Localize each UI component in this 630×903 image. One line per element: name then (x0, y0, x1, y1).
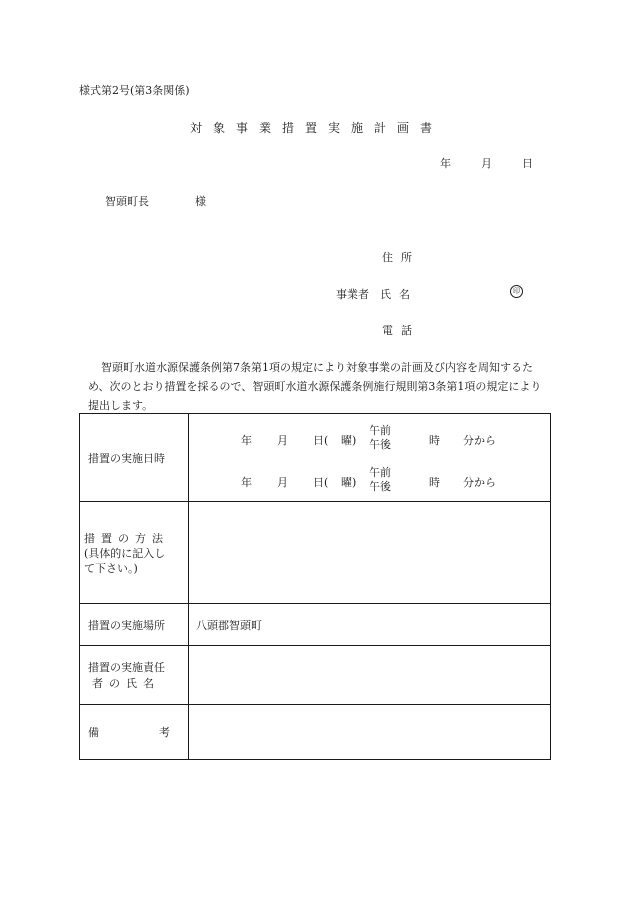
start-weekday: 曜) (341, 433, 357, 447)
address-label: 住所 (382, 251, 420, 264)
table-row-remarks (80, 705, 551, 760)
table-row-method (80, 502, 551, 604)
table-row-datetime (80, 414, 551, 502)
date-line (440, 155, 533, 171)
addressee (105, 193, 206, 209)
table-row-responsible (80, 646, 551, 705)
responsible-label-line2: 者の氏名 (92, 677, 160, 690)
datetime-start-line (189, 418, 550, 458)
form-number: 様式第2号(第3条関係) (79, 84, 190, 97)
business-name-line (336, 286, 418, 302)
addressee-honorific: 様 (195, 195, 206, 208)
method-cell (189, 502, 551, 604)
end-pm: 午後 (369, 479, 391, 493)
addressee-name: 智頭町長 (105, 195, 149, 208)
date-month: 月 (481, 157, 492, 170)
datetime-end-line (189, 458, 550, 498)
end-month: 月 (277, 475, 288, 489)
start-day: 日( (313, 433, 329, 447)
end-weekday: 曜) (341, 475, 357, 489)
table-row-place (80, 604, 551, 646)
remarks-cell (189, 705, 551, 760)
plan-table (79, 413, 551, 760)
name-label: 氏名 (380, 288, 418, 301)
end-day: 日( (313, 475, 329, 489)
place-label: 措置の実施場所 (80, 604, 189, 646)
remarks-label (80, 705, 189, 760)
start-from: 分から (463, 433, 496, 447)
datetime-label: 措置の実施日時 (80, 414, 189, 502)
end-year: 年 (241, 475, 252, 489)
phone-label: 電話 (382, 324, 420, 337)
method-label (80, 502, 189, 604)
remarks-char-2: 考 (159, 726, 170, 739)
business-label: 事業者 (336, 288, 369, 301)
start-hour: 時 (429, 433, 440, 447)
method-label-main: 措置の方法 (84, 531, 169, 545)
body-paragraph (88, 358, 552, 415)
date-day: 日 (522, 157, 533, 170)
body-paragraph-text: 智頭町水道水源保護条例第7条第1項の規定により対象事業の計画及び内容を周知するため、次のとおり措置を採るので、智頭町水道水源保護条例施行規則第3条第1項の規定により提出します。 (88, 361, 542, 412)
responsible-cell (189, 646, 551, 705)
end-am: 午前 (369, 465, 391, 479)
end-hour: 時 (429, 475, 440, 489)
responsible-label-line1: 措置の実施責任 (88, 661, 165, 674)
document-title: 対象事業措置実施計画書 (190, 121, 444, 135)
end-from: 分から (463, 475, 496, 489)
start-year: 年 (241, 433, 252, 447)
date-year: 年 (440, 157, 451, 170)
place-value: 八頭郡智頭町 (189, 604, 551, 646)
responsible-label (80, 646, 189, 705)
method-label-note: (具体的に記入して下さい。) (84, 546, 166, 575)
datetime-cell (189, 414, 551, 502)
seal-mark: 印 (510, 285, 523, 298)
remarks-char-1: 備 (88, 726, 99, 739)
start-pm: 午後 (369, 437, 391, 451)
start-am: 午前 (369, 423, 391, 437)
start-month: 月 (277, 433, 288, 447)
